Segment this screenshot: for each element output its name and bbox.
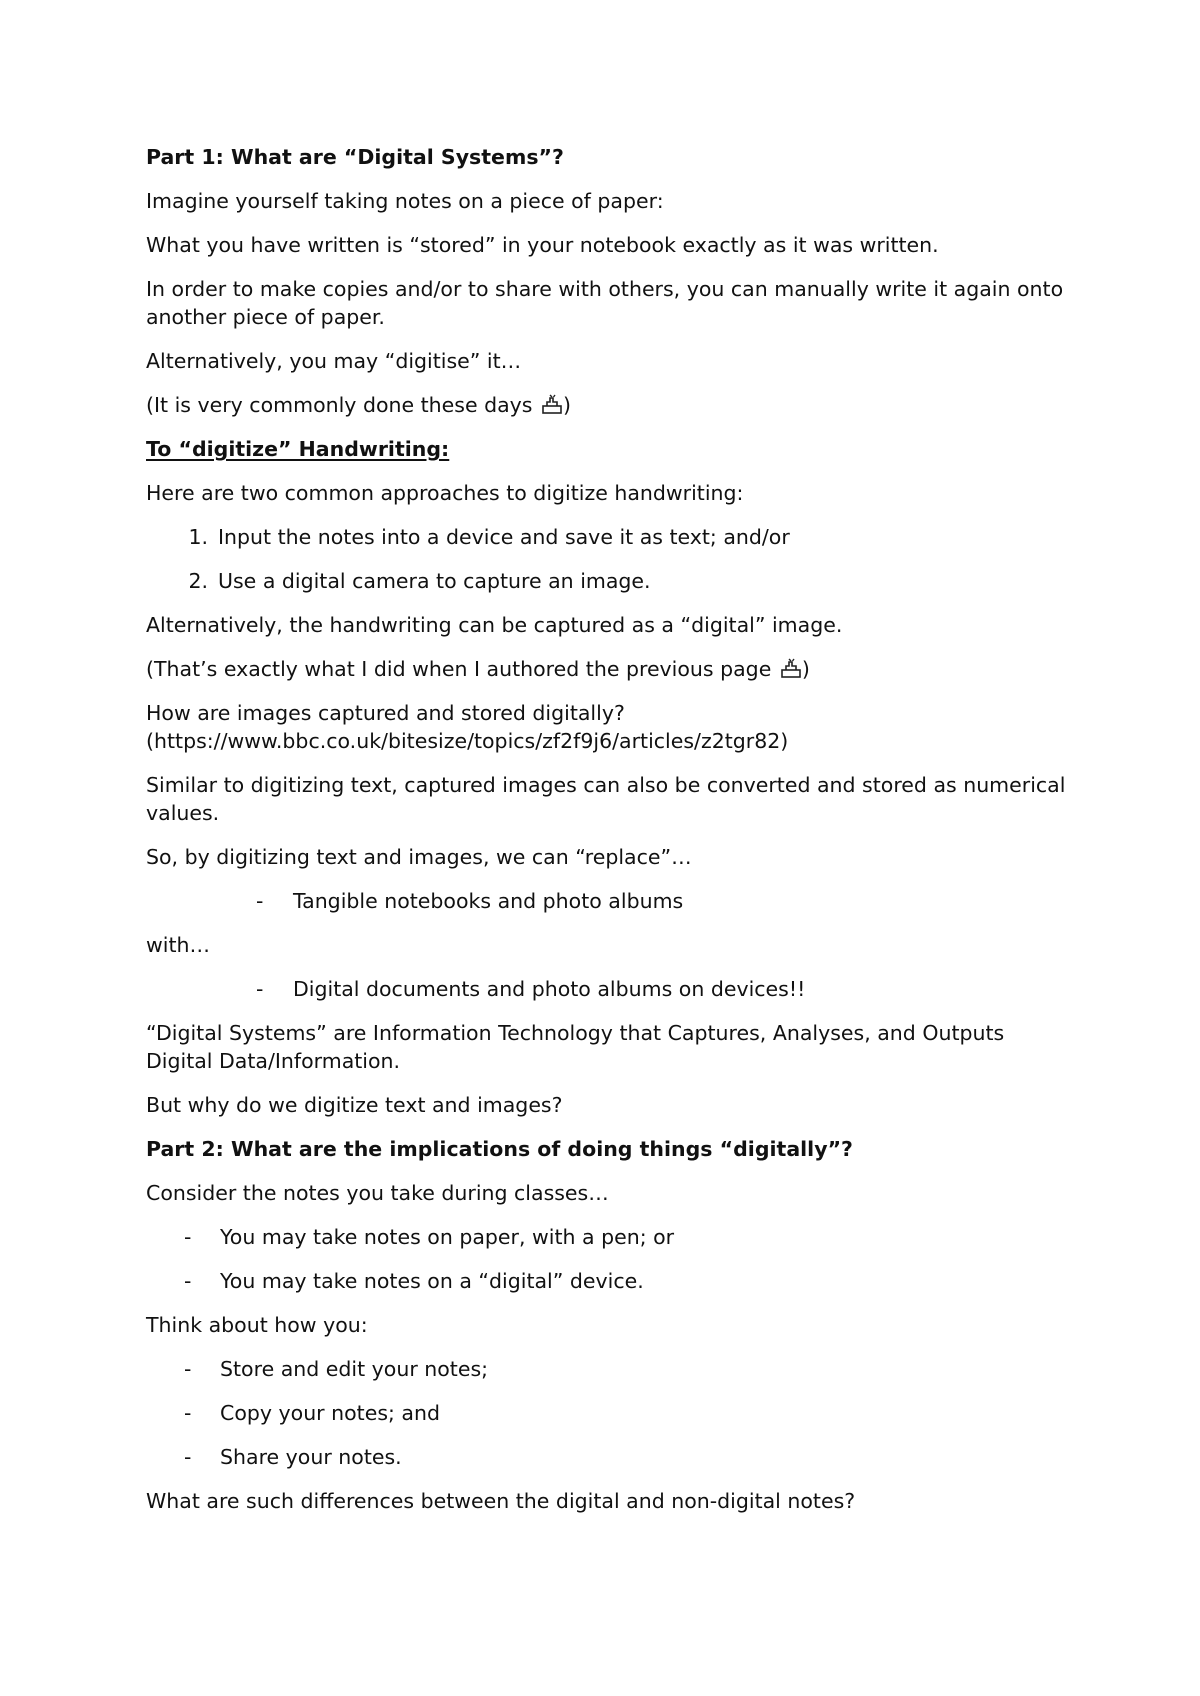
list-marker: - <box>184 1225 192 1249</box>
part1-paragraph-4: Alternatively, you may “digitise” it… <box>146 349 522 373</box>
bullet-list-item <box>146 1443 1066 1471</box>
bullet-list-item <box>146 1223 1066 1251</box>
digitize-paragraph-4: Similar to digitizing text, captured images can also be converted and stored as numerical values. <box>146 773 1072 825</box>
list-marker: - <box>184 1401 192 1425</box>
digitize-paragraph-2-text: (That’s exactly what I did when I authored the previous page <box>146 657 778 681</box>
bullet-list-item <box>146 1355 1066 1383</box>
digitize-paragraph-2-close: ) <box>801 657 810 681</box>
part2-paragraph-3: What are such differences between the digital and non-digital notes? <box>146 1489 856 1513</box>
list-marker: 2. <box>188 569 208 593</box>
digitize-heading: To “digitize” Handwriting: <box>146 437 450 461</box>
bullet-list-item <box>146 1267 1066 1295</box>
with-text: with… <box>146 933 210 957</box>
why-question: But why do we digitize text and images? <box>146 1093 563 1117</box>
part2-paragraph-1: Consider the notes you take during classes… <box>146 1181 609 1205</box>
digitize-paragraph-5: So, by digitizing text and images, we can “replace”… <box>146 845 692 869</box>
list-item-text: Digital documents and photo albums on devices!! <box>293 977 806 1001</box>
list-marker: - <box>256 889 264 913</box>
list-item-text: Copy your notes; and <box>220 1401 440 1425</box>
list-item-text: You may take notes on paper, with a pen; or <box>220 1225 675 1249</box>
part1-paragraph-5 <box>146 391 1066 419</box>
digitize-question-line: How are images captured and stored digitally? <box>146 701 625 725</box>
bullet-list-item <box>146 887 1066 915</box>
part1-paragraph-5-close: ) <box>562 393 571 417</box>
list-item-text: Store and edit your notes; <box>220 1357 489 1381</box>
list-item-text: Tangible notebooks and photo albums <box>293 889 684 913</box>
list-marker: - <box>256 977 264 1001</box>
part1-heading: Part 1: What are “Digital Systems”? <box>146 145 564 169</box>
numbered-list-item <box>146 523 1066 551</box>
part2-paragraph-2: Think about how you: <box>146 1313 368 1337</box>
part1-paragraph-3: In order to make copies and/or to share with others, you can manually write it again onto another piece of paper. <box>146 277 1070 329</box>
part1-paragraph-2: What you have written is “stored” in your notebook exactly as it was written. <box>146 233 939 257</box>
list-item-text: You may take notes on a “digital” device. <box>220 1269 644 1293</box>
hand-emoji-icon <box>780 657 802 679</box>
digitize-paragraph-1: Alternatively, the handwriting can be captured as a “digital” image. <box>146 613 843 637</box>
hand-emoji-icon <box>541 393 563 415</box>
list-item-text: Share your notes. <box>220 1445 402 1469</box>
digitize-paragraph-3 <box>146 699 1066 755</box>
reference-link[interactable]: (https://www.bbc.co.uk/bitesize/topics/zf2f9j6/articles/z2tgr82) <box>146 729 789 753</box>
list-item-text: Use a digital camera to capture an image. <box>218 569 651 593</box>
digitize-paragraph-2 <box>146 655 1066 683</box>
digitize-intro: Here are two common approaches to digitize handwriting: <box>146 481 744 505</box>
list-marker: - <box>184 1269 192 1293</box>
list-marker: - <box>184 1357 192 1381</box>
numbered-list-item <box>146 567 1066 595</box>
part2-heading: Part 2: What are the implications of doing things “digitally”? <box>146 1137 853 1161</box>
part1-paragraph-1: Imagine yourself taking notes on a piece of paper: <box>146 189 664 213</box>
list-item-text: Input the notes into a device and save it as text; and/or <box>218 525 790 549</box>
definition-paragraph: “Digital Systems” are Information Technology that Captures, Analyses, and Outputs Digital Data/Information. <box>146 1021 1011 1073</box>
bullet-list-item <box>146 975 1066 1003</box>
document-page <box>146 143 1072 1531</box>
list-marker: - <box>184 1445 192 1469</box>
bullet-list-item <box>146 1399 1066 1427</box>
part1-paragraph-5-text: (It is very commonly done these days <box>146 393 539 417</box>
list-marker: 1. <box>188 525 208 549</box>
